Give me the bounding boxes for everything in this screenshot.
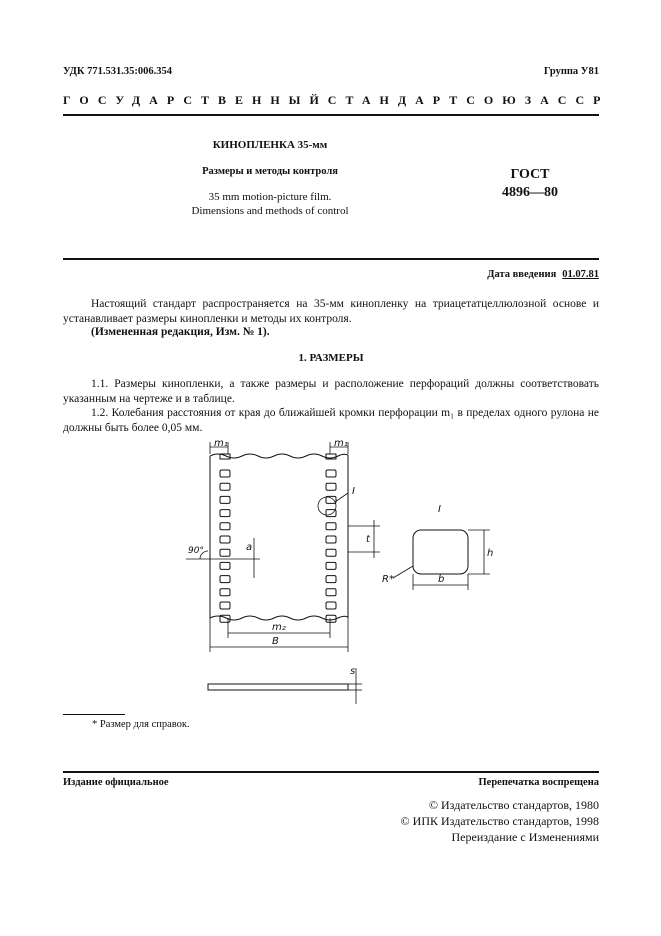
- perforation-right-8: [326, 562, 336, 569]
- perforation-right-5: [326, 523, 336, 530]
- label-callout: I: [352, 486, 355, 497]
- label-t: t: [366, 534, 370, 545]
- perforation-left-7: [220, 549, 230, 556]
- perforation-left-5: [220, 523, 230, 530]
- section-heading: 1. РАЗМЕРЫ: [298, 352, 364, 364]
- doc-title-english: [150, 190, 390, 218]
- perforation-left-2: [220, 483, 230, 490]
- perforation-right-10: [326, 589, 336, 596]
- amendment-note: (Измененная редакция, Изм. № 1).: [91, 326, 270, 338]
- doc-subtitle: Размеры и методы контроля: [202, 166, 338, 177]
- date-value: 01.07.81: [562, 269, 599, 280]
- state-word-3: СОЮЗА: [466, 93, 558, 107]
- perforation-left-1: [220, 470, 230, 477]
- label-b: b: [438, 574, 445, 585]
- perforation-group: [220, 454, 336, 622]
- en-title-line1: 35 mm motion-picture film.: [208, 191, 332, 203]
- film-bottom-break: [210, 616, 348, 620]
- label-detail-title: I: [438, 504, 441, 515]
- label-a: a: [246, 542, 253, 553]
- label-B: B: [272, 636, 279, 647]
- reissue-note: Переиздание с Изменениями: [451, 830, 599, 844]
- perforation-left-8: [220, 562, 230, 569]
- state-word-2: СТАНДАРТ: [327, 93, 467, 107]
- intro-paragraph: Настоящий стандарт распространяется на 35-мм кинопленку на триацетатцеллюлозной основе и устанавливает размеры кинопленки и методы их контроля.: [63, 298, 599, 325]
- footnote-rule: [63, 714, 125, 715]
- copyright-1980: © Издательство стандартов, 1980: [428, 798, 599, 812]
- introduction-date: [487, 269, 599, 280]
- header-rule: [63, 114, 599, 116]
- paragraph-1-2: 1.2. Колебания расстояния от края до ближайшей кромки перфорации m₁ в пределах одного рулона не должны быть более 0,05 мм.: [63, 407, 599, 434]
- perforation-right-7: [326, 549, 336, 556]
- state-word-1: ГОСУДАРСТВЕННЫЙ: [63, 93, 328, 107]
- official-edition: Издание официальное: [63, 777, 169, 788]
- paragraph-1-1: 1.1. Размеры кинопленки, а также размеры и расположение перфораций должны соответствовать указанным на чертеже и в таблице.: [63, 378, 599, 405]
- title-rule: [63, 258, 599, 260]
- perforation-right-11: [326, 602, 336, 609]
- perforation-left-3: [220, 496, 230, 503]
- label-s: s: [350, 666, 356, 677]
- film-top-break: [210, 454, 348, 458]
- label-m1-left: m₁: [214, 438, 228, 449]
- film-dimension-drawing: [180, 438, 590, 710]
- label-R: R*: [382, 574, 394, 585]
- reprint-prohibited: Перепечатка воспрещена: [478, 777, 599, 788]
- perforation-left-4: [220, 510, 230, 517]
- label-h: h: [487, 548, 494, 559]
- perforation-left-10: [220, 589, 230, 596]
- label-m1-right: m₁: [334, 438, 348, 449]
- footnote: * Размер для справок.: [92, 719, 190, 730]
- perforation-right-9: [326, 576, 336, 583]
- perforation-right-6: [326, 536, 336, 543]
- perforation-left-11: [220, 602, 230, 609]
- state-standard-heading: [63, 93, 610, 108]
- label-angle: 90°: [188, 546, 204, 556]
- copyright-1998: © ИПК Издательство стандартов, 1998: [400, 814, 599, 828]
- gost-code: 4896—80: [502, 185, 558, 200]
- perforation-right-12: [326, 615, 336, 622]
- udk-code: УДК 771.531.35:006.354: [63, 66, 172, 77]
- label-m2: m₂: [272, 622, 286, 633]
- perforation-right-1: [326, 470, 336, 477]
- date-label: Дата введения: [487, 269, 557, 280]
- gost-number: [490, 166, 570, 202]
- gost-label: ГОСТ: [510, 167, 550, 182]
- perforation-left-9: [220, 576, 230, 583]
- state-word-4: ССР: [557, 93, 610, 107]
- perforation-right-3: [326, 496, 336, 503]
- perforation-right-2: [326, 483, 336, 490]
- footer-rule: [63, 771, 599, 773]
- doc-title: КИНОПЛЕНКА 35-мм: [212, 139, 328, 151]
- en-title-line2: Dimensions and methods of control: [191, 205, 349, 217]
- perforation-left-6: [220, 536, 230, 543]
- group-code: Группа У81: [543, 66, 599, 77]
